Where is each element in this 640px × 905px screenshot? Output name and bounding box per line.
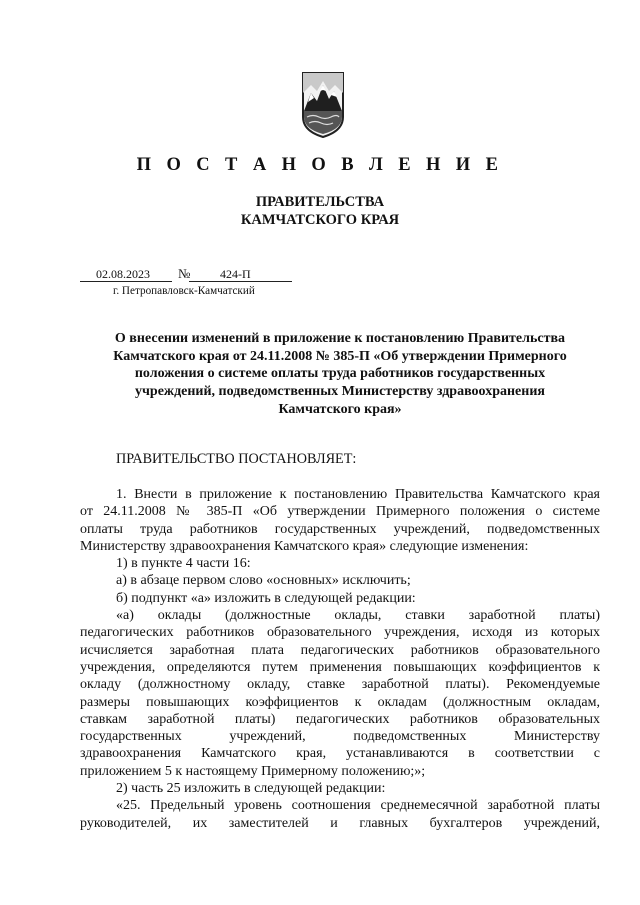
body-line: учреждения, определяются путем применения повышающих коэффициентов к: [80, 659, 600, 675]
body-line: руководителей, их заместителей и главных бухгалтеров учреждений,: [80, 815, 600, 831]
body-line: здравоохранения Камчатского края, устанавливаются в соответствии с: [80, 746, 600, 762]
number-sign: №: [178, 266, 191, 281]
body-line: исчисляется заработная плата педагогических работников образовательного: [80, 642, 600, 658]
body-line: 1. Внести в приложение к постановлению Правительства Камчатского края: [116, 487, 600, 502]
body-line: оплаты труда работников государственных учреждений, подведомственных: [80, 521, 600, 537]
body-line: государственных учреждений, подведомственных Министерству: [80, 729, 600, 745]
body-line: б) подпункт «а» изложить в следующей редакции:: [116, 590, 416, 606]
body-line: ставкам заработной платы) педагогических работников образовательных: [80, 711, 600, 727]
heading-line: Камчатского края»: [278, 401, 402, 417]
heading-line: положения о системе оплаты труда работников государственных: [134, 366, 546, 382]
body-line: приложением 5 к настоящему Примерному положению;»;: [80, 763, 426, 779]
heading-line: Камчатского края от 24.11.2008 № 385-П «Об утверждении Примерного: [113, 348, 567, 364]
body-line: окладу (должностному окладу, ставке заработной платы). Рекомендуемые: [80, 677, 600, 693]
kamchatka-coat-of-arms-emblem: [301, 71, 345, 139]
body-line: 1) в пункте 4 части 16:: [116, 556, 251, 572]
body-line: 2) часть 25 изложить в следующей редакции:: [116, 781, 386, 797]
document-number: 424-П: [220, 267, 251, 281]
date-underline: [80, 281, 172, 282]
body-line: Министерству здравоохранения Камчатского края» следующие изменения:: [80, 538, 529, 554]
body-line: от 24.11.2008 № 385-П «Об утверждении Примерного положения о системе: [80, 504, 600, 520]
body-line: педагогических работников образовательного учреждения, исходя из которых: [80, 625, 600, 641]
number-underline: [189, 281, 292, 282]
issuer-line-1: ПРАВИТЕЛЬСТВА: [255, 194, 385, 210]
document-date: 02.08.2023: [96, 267, 150, 281]
body-line: «а) оклады (должностные оклады, ставки заработной платы): [116, 608, 600, 624]
body-line: а) в абзаце первом слово «основных» исключить;: [116, 573, 411, 589]
resolves-clause: ПРАВИТЕЛЬСТВО ПОСТАНОВЛЯЕТ:: [116, 451, 357, 467]
body-line: «25. Предельный уровень соотношения среднемесячной заработной платы: [116, 798, 600, 814]
heading-line: учреждений, подведомственных Министерству здравоохранения: [135, 384, 545, 400]
body-line: размеры повышающих коэффициентов к окладам (должностным окладам,: [80, 694, 600, 710]
document-type-title: П О С Т А Н О В Л Е Н И Е: [136, 155, 504, 175]
issuer-line-2: КАМЧАТСКОГО КРАЯ: [240, 212, 400, 228]
document-heading: [80, 330, 600, 419]
heading-line: О внесении изменений в приложение к постановлению Правительства: [114, 331, 566, 346]
document-body: [80, 486, 600, 832]
issue-city: г. Петропавловск-Камчатский: [113, 285, 255, 297]
